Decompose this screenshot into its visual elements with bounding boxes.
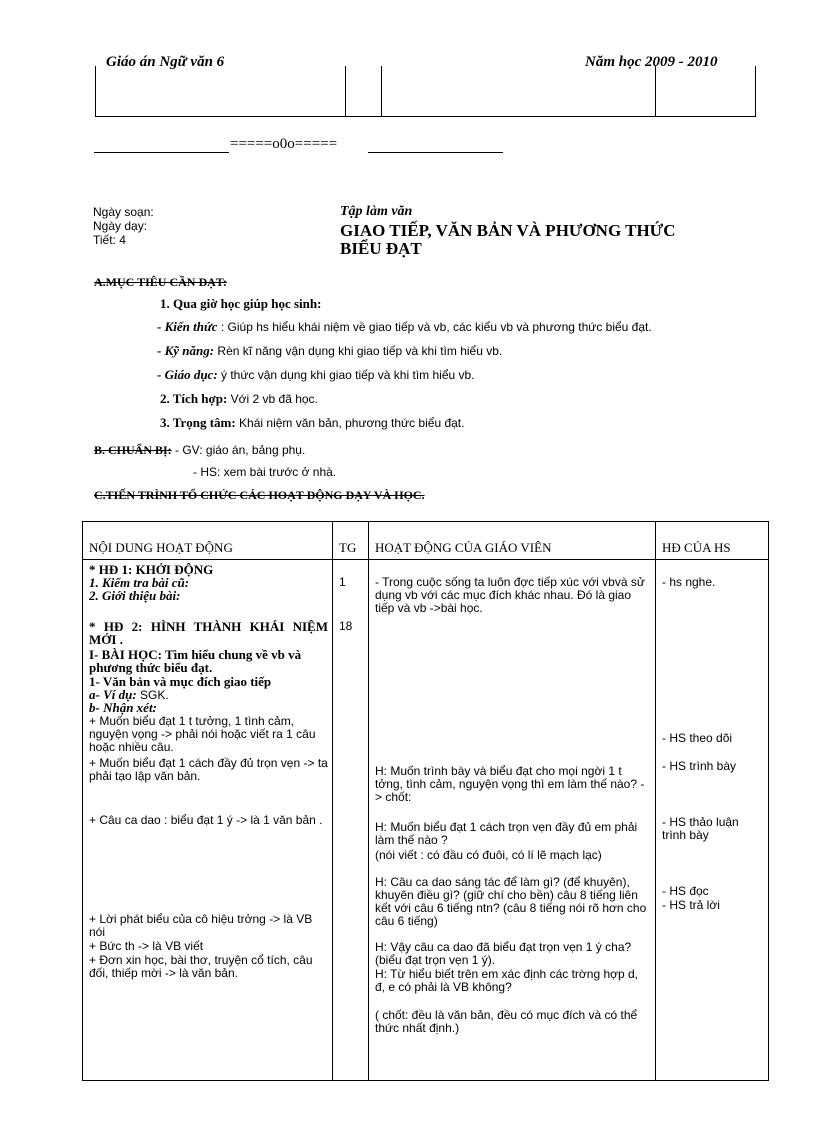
ky-nang-text: Rèn kĩ năng vận dụng khi giao tiếp và khi tìm hiểu vb.	[214, 344, 503, 358]
hd1: * HĐ 1: KHỞI ĐỘNG	[89, 562, 214, 577]
lesson-category: Tập làm văn	[340, 204, 413, 219]
cell-tg	[333, 560, 369, 1081]
trong-tam	[160, 415, 464, 431]
giao-duc	[157, 367, 475, 383]
hs-3: - HS trình bày	[662, 759, 737, 773]
cell-noi-dung	[83, 560, 333, 1081]
section-b	[94, 441, 305, 459]
lesson-title: GIAO TIẾP, VĂN BẢN VÀ PHƯƠNG THỨC	[340, 221, 676, 240]
col-header-hs: HĐ CỦA HS	[656, 522, 769, 560]
ngay-soan: Ngày soạn:	[93, 205, 154, 219]
col-header-noi-dung: NỘI DUNG HOẠT ĐỘNG	[83, 522, 333, 560]
kien-thuc-label: - Kiến thức	[157, 319, 218, 334]
trong-tam-text: Khái niệm văn bản, phương thức biểu đạt.	[235, 416, 465, 430]
gv-3: H: Muốn biểu đạt 1 cách trọn vẹn đầy đủ em phải làm thế nào ?	[375, 820, 638, 847]
hs-5: - HS đọc	[662, 884, 709, 898]
tich-hop-text: Với 2 vb đã học.	[227, 392, 318, 406]
tg-2: 18	[339, 619, 353, 633]
gv-1: - Trong cuộc sống ta luôn đợc tiếp xúc với vbvà sử dụng vb với các mục đích khác nhau. Đó là giao tiếp và vb ->bài học.	[375, 575, 645, 615]
hs-1: - hs nghe.	[662, 575, 716, 589]
section-a-heading: A.MỤC TIÊU CẦN ĐẠT:	[94, 275, 227, 289]
tg-1: 1	[339, 575, 346, 589]
nhan-xet-p5: + Bức th -> là VB viết	[89, 939, 204, 953]
kien-thuc	[157, 319, 652, 335]
separator-line-left	[94, 152, 229, 153]
header-grid-line	[95, 116, 756, 117]
hs-2: - HS theo dõi	[662, 731, 733, 745]
nhan-xet-p1: + Muốn biểu đạt 1 t tưởng, 1 tình cảm, nguyện vọng -> phải nói hoặc viết ra 1 câu hoặc nhiều câu.	[89, 714, 316, 754]
van-ban-muc-dich: 1- Văn bản và mục đích giao tiếp	[89, 674, 272, 689]
tiet: Tiết: 4	[93, 233, 126, 247]
kiem-tra-bai-cu: 1. Kiểm tra bài cũ:	[89, 575, 190, 590]
bai-hoc: I- BÀI HỌC: Tìm hiểu chung về vb và phương thức biểu đạt.	[89, 647, 302, 675]
ky-nang	[157, 343, 502, 359]
nhan-xet-p6: + Đơn xin học, bài thơ, truyện cổ tích, câu đối, thiếp mời -> là văn bản.	[89, 953, 313, 980]
kien-thuc-text: : Giúp hs hiểu khái niệm về giao tiếp và vb, các kiểu vb và phương thức biểu đạt.	[217, 320, 652, 334]
hd2: * HĐ 2: HÌNH THÀNH KHÁI NIỆM MỚI .	[89, 619, 328, 647]
header-grid-line	[345, 66, 346, 116]
vi-du-label: a- Ví dụ:	[89, 687, 137, 702]
section-c-heading: C.TIẾN TRÌNH TỔ CHỨC CÁC HOẠT ĐỘNG DẠY VÀ HỌC.	[94, 488, 425, 502]
tich-hop	[160, 391, 318, 407]
cell-hoc-sinh	[656, 560, 769, 1081]
header-grid-line	[381, 66, 382, 116]
nhan-xet-p3: + Câu ca dao : biểu đạt 1 ý -> là 1 văn bản .	[89, 813, 323, 827]
col-header-gv: HOẠT ĐỘNG CỦA GIÁO VIÊN	[369, 522, 656, 560]
gv-5: H: Câu ca dao sáng tác để làm gì? (để khuyên), khuyên điều gì? (giữ chí cho bền) câu 8 tiếng liên kết với câu 6 tiếng ntn? (câu 8 tiếng nói rõ hơn cho câu 6 tiếng)	[375, 875, 647, 928]
nhan-xet-p4: + Lời phát biểu của cô hiệu trởng -> là VB nói	[89, 912, 313, 939]
gv-4: (nói viết : có đầu có đuôi, có lí lẽ mạch lạc)	[375, 848, 602, 862]
gv-8: ( chốt: đều là văn bản, đều có mục đích và có thể thức nhất định.)	[375, 1008, 638, 1035]
header-grid-line	[95, 66, 96, 116]
ky-nang-label: - Kỹ năng:	[157, 343, 215, 358]
header-right: Năm học 2009 - 2010	[585, 54, 718, 70]
section-a-item1: 1. Qua giờ học giúp học sinh:	[160, 296, 322, 311]
header-left: Giáo án Ngữ văn 6	[106, 54, 225, 70]
cell-giao-vien	[369, 560, 656, 1081]
section-b-gv: - GV: giáo án, bảng phụ.	[171, 443, 306, 457]
separator-line-right	[368, 152, 503, 153]
header-grid-line	[755, 66, 756, 116]
lesson-title-cont: BIỂU ĐẠT	[340, 239, 422, 258]
tich-hop-label: 2. Tích hợp:	[160, 391, 228, 406]
nhan-xet-p2: + Muốn biểu đạt 1 cách đầy đủ trọn vẹn -> ta phải tạo lập văn bản.	[89, 756, 328, 783]
gioi-thieu-bai: 2. Giới thiệu bài:	[89, 588, 181, 603]
gv-2: H: Muốn trình bày và biểu đạt cho mọi ngời 1 t tởng, tình cảm, nguyện vọng thì em làm thế nào? -> chốt:	[375, 764, 645, 804]
lesson-table	[82, 521, 769, 1081]
vi-du-text: SGK.	[136, 688, 169, 702]
section-b-hs: - HS: xem bài trước ở nhà.	[193, 465, 337, 479]
separator: =====o0o=====	[230, 136, 338, 152]
section-b-heading: B. CHUẨN BỊ:	[94, 443, 172, 457]
header-grid-line	[655, 66, 656, 116]
hs-6: - HS trả lời	[662, 898, 720, 912]
giao-duc-label: - Giáo dục:	[157, 367, 218, 382]
gv-7: H: Từ hiểu biết trên em xác định các trờng hợp d, đ, e có phải là VB không?	[375, 967, 639, 994]
ngay-day: Ngày dạy:	[93, 219, 148, 233]
nhan-xet: b- Nhận xét:	[89, 700, 157, 715]
gv-6: H: Vậy câu ca dao đã biểu đạt trọn vẹn 1 ý cha? (biểu đạt trọn vẹn 1 ý).	[375, 940, 632, 967]
trong-tam-label: 3. Trọng tâm:	[160, 415, 236, 430]
giao-duc-text: ý thức vận dụng khi giao tiếp và khi tìm hiểu vb.	[217, 368, 475, 382]
col-header-tg: TG	[333, 522, 369, 560]
hs-4: - HS thảo luận trình bày	[662, 815, 739, 842]
